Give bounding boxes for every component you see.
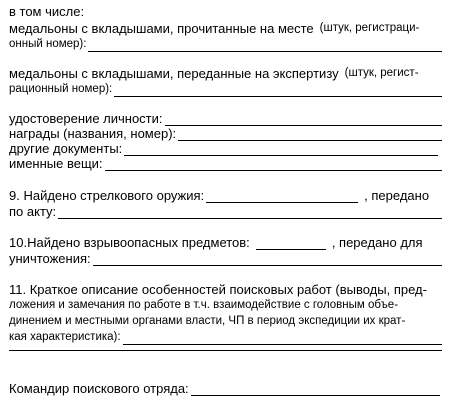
medallions-read-line <box>9 21 442 36</box>
commander-field[interactable] <box>191 383 440 396</box>
description-line-2 <box>9 298 442 313</box>
description-line-3 <box>9 314 442 329</box>
medallions-read-note: (штук, регистраци- <box>319 22 420 34</box>
description-text-3: динением и местными органами власти, ЧП в период экспедиции их крат- <box>9 315 406 327</box>
description-text-2: ложения и замечания по работе в т.ч. взаимодействие с головным объе- <box>9 299 399 311</box>
other-docs-line <box>9 141 438 156</box>
awards-line <box>9 126 442 141</box>
medallions-sent-line <box>9 66 442 81</box>
medallions-read-field[interactable] <box>88 39 442 52</box>
description-text-1: 11. Краткое описание особенностей поисковых работ (выводы, пред- <box>9 282 427 297</box>
named-items-label: именные вещи: <box>9 156 103 171</box>
medallions-sent-field[interactable] <box>114 84 442 97</box>
other-docs-field[interactable] <box>124 143 438 156</box>
medallions-sent-label: медальоны с вкладышами, переданные на экспертизу <box>9 66 339 81</box>
weapons-line <box>9 188 442 203</box>
description-text-4: кая характеристика): <box>9 331 121 343</box>
explosives-line <box>9 235 442 250</box>
weapons-act-label: по акту: <box>9 204 57 219</box>
explosives-destroyed-field[interactable] <box>93 253 442 266</box>
id-field[interactable] <box>165 113 442 126</box>
medallions-sent-number-line <box>9 82 442 97</box>
id-line <box>9 111 442 126</box>
awards-label: награды (названия, номер): <box>9 126 177 141</box>
description-field[interactable] <box>123 332 442 345</box>
explosives-handed-label: , передано для <box>331 235 423 250</box>
medallions-read-number-line <box>9 37 442 52</box>
commander-line <box>9 381 440 396</box>
weapons-act-field[interactable] <box>58 206 442 219</box>
commander-label: Командир поискового отряда: <box>9 381 189 396</box>
other-docs-label: другие документы: <box>9 141 123 156</box>
medallions-sent-note: (штук, регист- <box>344 67 419 79</box>
including-line <box>9 4 442 19</box>
medallions-read-note-cont: онный номер): <box>9 38 87 50</box>
description-extra-rule[interactable] <box>9 350 442 351</box>
awards-field[interactable] <box>178 128 442 141</box>
id-label: удостоверение личности: <box>9 111 163 126</box>
named-items-field[interactable] <box>105 158 442 171</box>
explosives-found-field[interactable] <box>256 237 326 250</box>
medallions-read-label: медальоны с вкладышами, прочитанные на месте <box>9 21 314 36</box>
weapons-act-line <box>9 204 442 219</box>
explosives-label: 10.Найдено взрывоопасных предметов: <box>9 235 250 250</box>
including-label: в том числе: <box>9 4 85 19</box>
explosives-destroyed-label: уничтожения: <box>9 251 91 266</box>
medallions-sent-note-cont: рационный номер): <box>9 83 113 95</box>
named-items-line <box>9 156 442 171</box>
weapons-label: 9. Найдено стрелкового оружия: <box>9 188 205 203</box>
weapons-handed-label: , передано <box>364 188 430 203</box>
weapons-found-field[interactable] <box>206 190 358 203</box>
description-line-4 <box>9 330 442 345</box>
explosives-destroyed-line <box>9 251 442 266</box>
description-line-1 <box>9 282 442 297</box>
